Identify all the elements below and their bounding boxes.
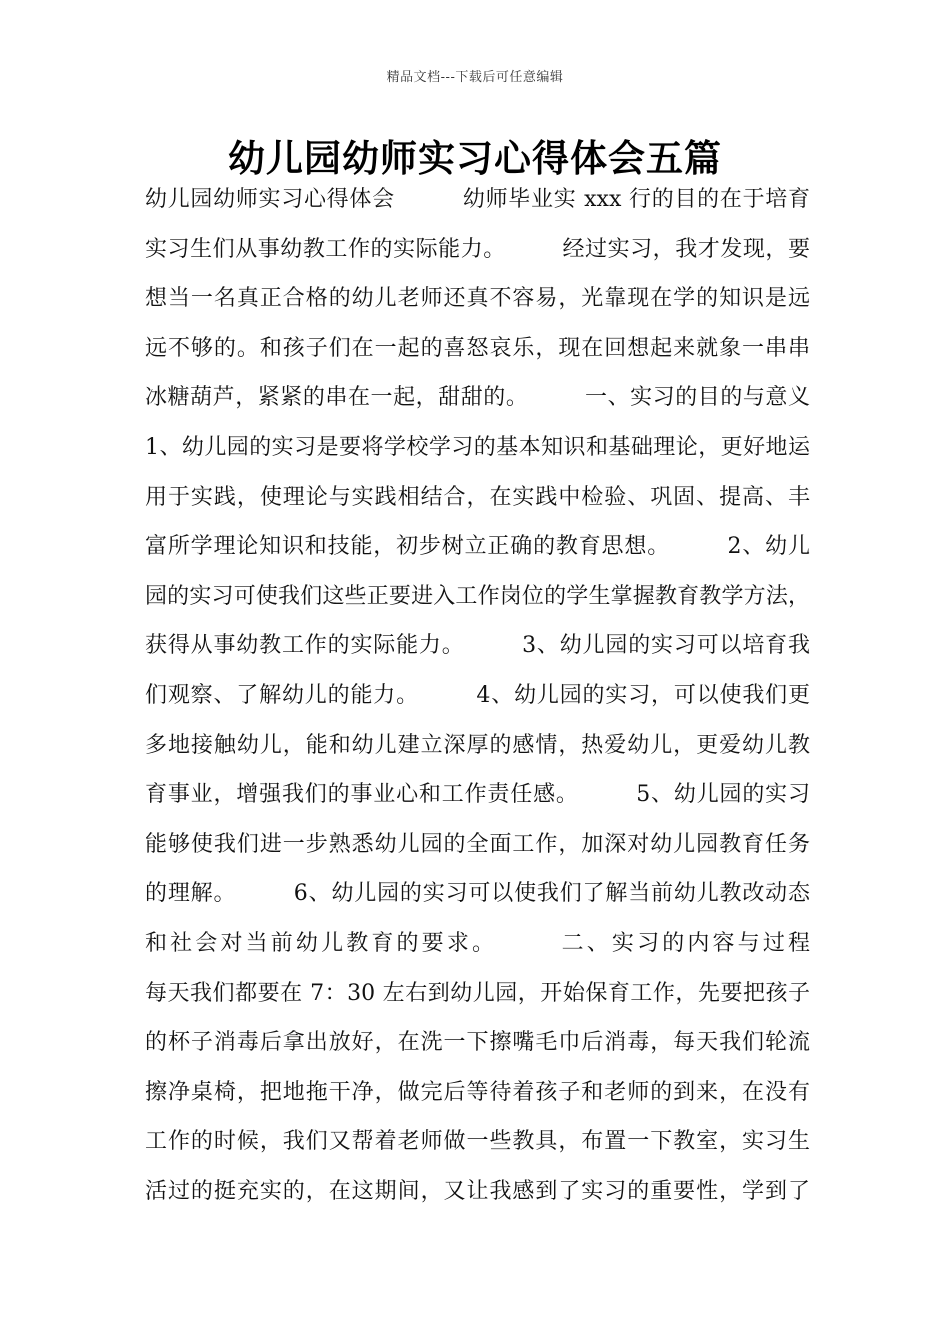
text-line: 富所学理论知识和技能，初步树立正确的教育思想。 2、幼儿 <box>145 534 810 560</box>
text-line: 园的实习可使我们这些正要进入工作岗位的学生掌握教育教学方法， <box>145 583 810 609</box>
text-line: 用于实践，使理论与实践相结合，在实践中检验、巩固、提高、丰 <box>145 484 810 510</box>
header-note: 精品文档---下载后可任意编辑 <box>386 70 564 85</box>
text-line: 远不够的。和孩子们在一起的喜怒哀乐，现在回想起来就象一串串 <box>145 335 810 361</box>
text-line: 的杯子消毒后拿出放好，在洗一下擦嘴毛巾后消毒，每天我们轮流 <box>145 1030 810 1056</box>
text-line: 每天我们都要在 7：30 左右到幼儿园，开始保育工作，先要把孩子 <box>145 980 810 1006</box>
body-text <box>145 180 810 1221</box>
text-line: 们观察、了解幼儿的能力。 4、幼儿园的实习，可以使我们更 <box>145 682 810 708</box>
document-title: 幼儿园幼师实习心得体会五篇 <box>228 136 722 180</box>
text-line: 的理解。 6、幼儿园的实习可以使我们了解当前幼儿教改动态 <box>145 881 810 907</box>
text-line: 幼儿园幼师实习心得体会 幼师毕业实 xxx 行的目的在于培育 <box>145 187 810 212</box>
text-line: 和社会对当前幼儿教育的要求。 二、实习的内容与过程 <box>145 930 810 956</box>
text-line: 想当一名真正合格的幼儿老师还真不容易，光靠现在学的知识是远 <box>145 286 810 312</box>
text-line: 获得从事幼教工作的实际能力。 3、幼儿园的实习可以培育我 <box>145 633 810 659</box>
text-line: 育事业，增强我们的事业心和工作责任感。 5、幼儿园的实习 <box>145 782 810 808</box>
text-line: 1、幼儿园的实习是要将学校学习的基本知识和基础理论，更好地运 <box>145 434 810 460</box>
text-line: 冰糖葫芦，紧紧的串在一起，甜甜的。 一、实习的目的与意义 <box>145 385 810 411</box>
text-line: 能够使我们进一步熟悉幼儿园的全面工作，加深对幼儿园教育任务 <box>145 831 810 857</box>
text-line: 多地接触幼儿，能和幼儿建立深厚的感情，热爱幼儿，更爱幼儿教 <box>145 732 810 758</box>
text-line: 擦净桌椅，把地拖干净，做完后等待着孩子和老师的到来，在没有 <box>145 1079 810 1105</box>
text-line: 工作的时候，我们又帮着老师做一些教具，布置一下教室，实习生 <box>145 1129 810 1155</box>
text-line: 活过的挺充实的，在这期间，又让我感到了实习的重要性，学到了 <box>145 1178 810 1204</box>
text-line: 实习生们从事幼教工作的实际能力。 经过实习，我才发现，要 <box>145 236 810 262</box>
